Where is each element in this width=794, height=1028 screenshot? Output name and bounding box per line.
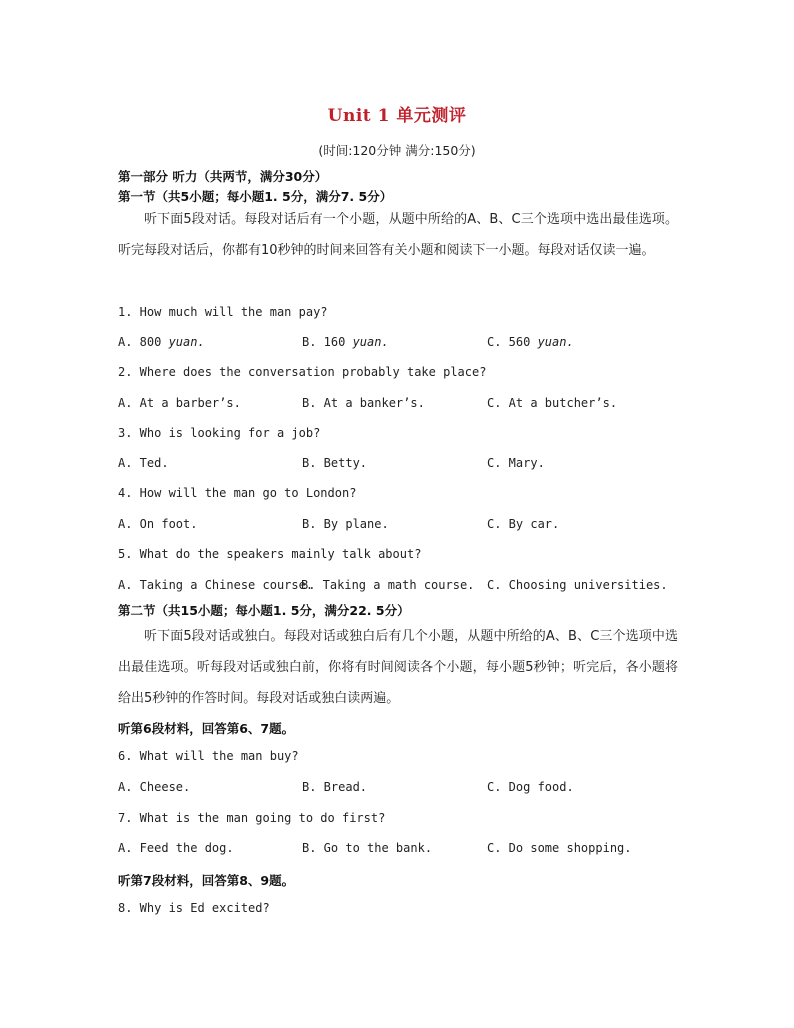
q4-option-c: C. By car.	[487, 517, 560, 531]
question-5: 5. What do the speakers mainly talk about?	[118, 547, 422, 561]
q4-option-b: B. By plane.	[302, 517, 389, 531]
q4-option-a: A. On foot.	[118, 517, 198, 531]
material-6-heading: 听第6段材料，回答第6、7题。	[118, 721, 295, 736]
q5-option-b: B. Taking a math course.	[301, 578, 475, 592]
exam-time-score: (时间:120分钟 满分:150分)	[318, 143, 476, 158]
q6-option-a: A. Cheese.	[118, 780, 191, 794]
q6-option-b: B. Bread.	[302, 780, 368, 794]
section2-instructions: 听下面5段对话或独白。每段对话或独白后有几个小题，从题中所给的A、B、C三个选项中选出最佳选项。听每段对话或独白前，你将有时间阅读各个小题，每小题5秒钟；听完后，各小题将给出5秒钟的作答时间。每段对话或独白读两遍。	[118, 629, 678, 706]
section1-instructions: 听下面5段对话。每段对话后有一个小题，从题中所给的A、B、C三个选项中选出最佳选项。听完每段对话后，你都有10秒钟的时间来回答有关小题和阅读下一小题。每段对话仅读一遍。	[118, 212, 678, 258]
page-title: Unit 1 单元测评	[327, 106, 467, 126]
question-3: 3. Who is looking for a job?	[118, 426, 321, 440]
q7-option-c: C. Do some shopping.	[487, 841, 632, 855]
q5-option-c: C. Choosing universities.	[487, 578, 668, 592]
question-6: 6. What will the man buy?	[118, 749, 299, 763]
q1-option-b: B. 160 yuan.	[302, 335, 389, 349]
material-7-heading: 听第7段材料，回答第8、9题。	[118, 873, 295, 888]
section1-heading: 第一节（共5小题；每小题1. 5分，满分7. 5分）	[118, 189, 393, 204]
q2-option-a: A. At a barber’s.	[118, 396, 241, 410]
part1-heading: 第一部分 听力（共两节，满分30分）	[118, 169, 328, 184]
q6-option-c: C. Dog food.	[487, 780, 574, 794]
q2-option-c: C. At a butcher’s.	[487, 396, 618, 410]
question-4: 4. How will the man go to London?	[118, 486, 357, 500]
question-1: 1. How much will the man pay?	[118, 305, 328, 319]
q3-option-a: A. Ted.	[118, 456, 169, 470]
q7-option-a: A. Feed the dog.	[118, 841, 234, 855]
q3-option-c: C. Mary.	[487, 456, 545, 470]
q2-option-b: B. At a banker’s.	[302, 396, 425, 410]
q5-option-a: A. Taking a Chinese course.	[118, 578, 314, 592]
question-8: 8. Why is Ed excited?	[118, 901, 270, 915]
question-2: 2. Where does the conversation probably take place?	[118, 365, 487, 379]
section2-heading: 第二节（共15小题；每小题1. 5分，满分22. 5分）	[118, 603, 410, 618]
question-7: 7. What is the man going to do first?	[118, 811, 386, 825]
q1-option-c: C. 560 yuan.	[487, 335, 574, 349]
q1-option-a: A. 800 yuan.	[118, 335, 205, 349]
q7-option-b: B. Go to the bank.	[302, 841, 433, 855]
q3-option-b: B. Betty.	[302, 456, 368, 470]
